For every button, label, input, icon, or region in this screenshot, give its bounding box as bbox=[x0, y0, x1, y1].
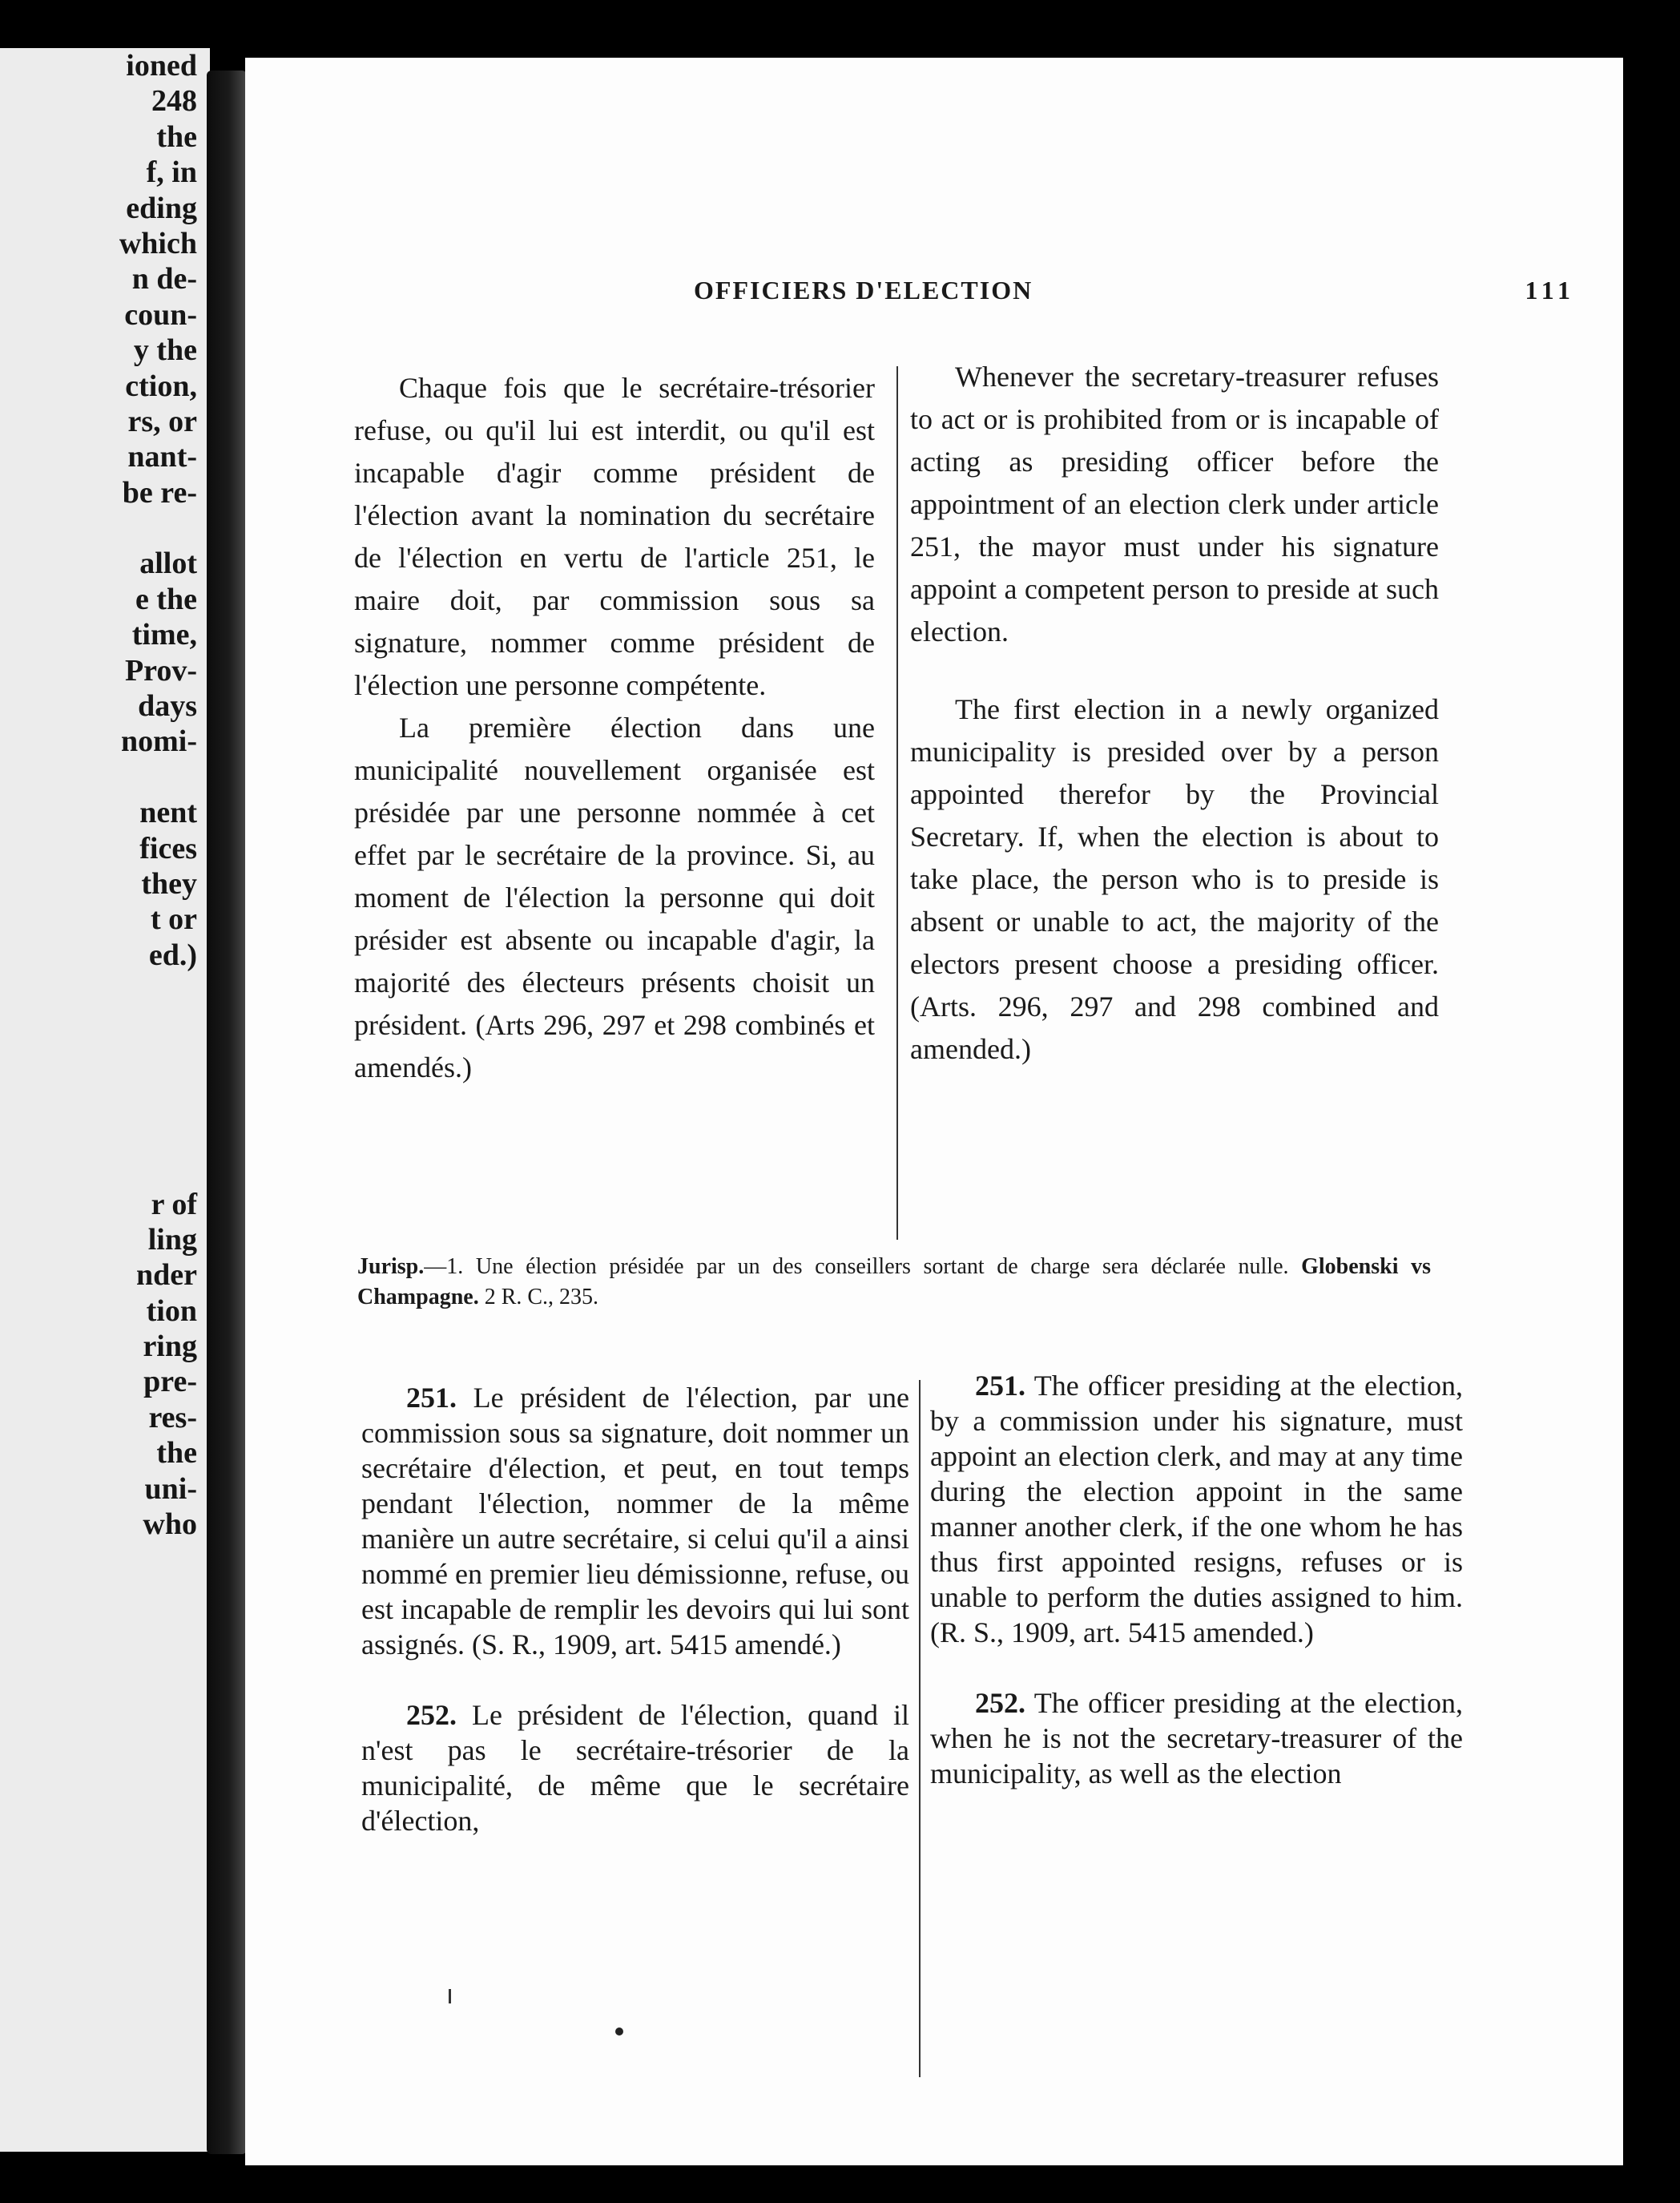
left-page-line bbox=[119, 1009, 197, 1044]
left-page-line: ction, bbox=[125, 369, 197, 403]
left-page-line bbox=[119, 760, 197, 795]
left-page-line: e the bbox=[135, 582, 197, 616]
french-paragraph: La première élection dans une municipalité nouvellement organisée est présidée par une personne nommée à cet effet par le secrétaire de la province. Si, au moment de l'élection la personne qui doit présider est absente ou incapable d'agir, la majorité des électeurs présents choisit un président. (Arts 296, 297 et 298 combinés et amendés.) bbox=[354, 712, 875, 1083]
left-page-line: they bbox=[141, 866, 197, 901]
french-paragraph: Chaque fois que le secrétaire-trésorier refuse, ou qu'il lui est interdit, ou qu'il est incapable d'agir comme président de l'élection avant la nomination du secrétaire de l'élection en vertu de l'article 251, le maire doit, par commission sous sa signature, nommer comme président de l'élection une personne compétente. bbox=[354, 372, 875, 701]
left-page-line: nomi- bbox=[121, 724, 197, 759]
left-page-line: the bbox=[156, 119, 197, 154]
book-page bbox=[245, 58, 1623, 2165]
column-divider-top bbox=[896, 366, 898, 1240]
article-text: The officer presiding at the election, when he is not the secretary-treasurer of the municipality, as well as the election bbox=[930, 1687, 1464, 1789]
case-citation: 2 R. C., 235. bbox=[484, 1285, 599, 1309]
left-page-line: ling bbox=[147, 1222, 197, 1257]
left-page-line: y the bbox=[133, 333, 197, 368]
left-page-line: the bbox=[156, 1436, 197, 1471]
french-article-252 bbox=[361, 1697, 909, 1838]
left-page-line: n de- bbox=[131, 262, 197, 297]
article-text: The officer presiding at the election, by a commission under his signature, must appoint an election clerk, and may at any time during the election appoint in the same manner another clerk, if the one whom he has thus first appointed resigns, refuses or is unable to perform the duties assigned to him. (R. S., 1909, art. 5415 amended.) bbox=[930, 1370, 1464, 1648]
english-article-252 bbox=[930, 1685, 1463, 1791]
left-page-line: tion bbox=[146, 1293, 197, 1328]
left-page-line: which bbox=[119, 226, 197, 260]
left-page-line: ioned bbox=[126, 49, 197, 83]
english-paragraph: Whenever the secretary-treasurer refuses to act or is prohibited from or is incapable of acting as presiding officer before the appointment of an election clerk under article 251, the mayor must under his signature appoint a competent person to preside at such election. bbox=[910, 361, 1439, 648]
column-divider-bottom bbox=[919, 1380, 921, 2077]
left-page-line: be re- bbox=[122, 475, 197, 510]
left-page-line: 248 bbox=[151, 84, 197, 119]
article-text: Le président de l'élection, quand il n'est pas le secrétaire-trésorier de la municipalité, de même que le secrétaire d'élection, bbox=[361, 1699, 909, 1837]
article-number: 251. bbox=[975, 1370, 1025, 1402]
case-name: Globenski vs Champagne. bbox=[357, 1254, 1431, 1309]
left-page-line bbox=[119, 1079, 197, 1115]
left-page-line: who bbox=[143, 1507, 197, 1542]
left-page-line bbox=[119, 1116, 197, 1151]
french-column-bottom bbox=[361, 1380, 909, 1838]
page-number: 111 bbox=[1525, 276, 1575, 305]
english-column-bottom bbox=[930, 1368, 1463, 1791]
left-page-line: t or bbox=[150, 902, 197, 937]
jurisprudence-text: —1. Une élection présidée par un des conseillers sortant de charge sera déclarée nulle. bbox=[424, 1254, 1289, 1279]
left-page-line: uni- bbox=[144, 1471, 197, 1506]
left-page-line: rs, or bbox=[127, 404, 197, 438]
left-page-text-fragments bbox=[119, 48, 197, 1542]
left-page-line: r of bbox=[151, 1187, 197, 1221]
left-page-line: nant- bbox=[127, 440, 197, 474]
english-column-top bbox=[910, 356, 1439, 1071]
article-number: 252. bbox=[975, 1687, 1025, 1719]
left-facing-page bbox=[0, 48, 210, 2152]
left-page-line: fices bbox=[139, 831, 197, 865]
left-page-line: Prov- bbox=[124, 653, 197, 688]
article-number: 252. bbox=[406, 1699, 457, 1731]
article-text: Le président de l'élection, par une commission sous sa signature, doit nommer un secrétaire d'élection, et peut, en tout temps pendant l'élection, nommer de la même manière un autre secrétaire, si celui qu'il a ainsi nommé en premier lieu démissionne, refuse, ou est incapable de remplir les devoirs qui lui sont assignés. (S. R., 1909, art. 5415 amendé.) bbox=[361, 1382, 910, 1660]
left-page-line: allot bbox=[139, 547, 197, 581]
left-page-line: eding bbox=[126, 191, 197, 225]
left-page-line: ring bbox=[143, 1329, 197, 1364]
left-page-line bbox=[119, 510, 197, 546]
french-column-top bbox=[354, 367, 875, 1089]
left-page-line: res- bbox=[148, 1400, 197, 1434]
left-page-line: pre- bbox=[143, 1365, 197, 1399]
left-page-line: coun- bbox=[124, 297, 197, 332]
left-page-line bbox=[119, 1044, 197, 1079]
left-page-line: days bbox=[138, 689, 197, 724]
article-number: 251. bbox=[406, 1382, 457, 1414]
ink-tick-mark bbox=[449, 1989, 451, 2003]
left-page-line bbox=[119, 973, 197, 1008]
jurisprudence-note bbox=[357, 1252, 1431, 1313]
left-page-line: ed.) bbox=[148, 938, 197, 972]
running-header bbox=[694, 276, 1575, 311]
left-page-line bbox=[119, 1151, 197, 1186]
left-page-line: time, bbox=[131, 618, 197, 652]
left-page-line: f, in bbox=[146, 155, 197, 190]
jurisprudence-label: Jurisp. bbox=[357, 1254, 425, 1279]
left-page-line: nder bbox=[136, 1258, 197, 1293]
running-title: OFFICIERS D'ELECTION bbox=[694, 276, 1033, 305]
english-article-251 bbox=[930, 1368, 1463, 1650]
book-gutter-shadow bbox=[207, 71, 247, 2154]
french-article-251 bbox=[361, 1380, 909, 1662]
left-page-line: nent bbox=[139, 796, 197, 830]
ink-dot-mark bbox=[615, 2027, 623, 2036]
english-paragraph: The first election in a newly organized municipality is presided over by a person appointed therefor by the Provincial Secretary. If, when the election is about to take place, the person who is to preside is absent or unable to act, the majority of the electors present choose a presiding officer. (Arts. 296, 297 and 298 combined and amended.) bbox=[910, 693, 1439, 1065]
